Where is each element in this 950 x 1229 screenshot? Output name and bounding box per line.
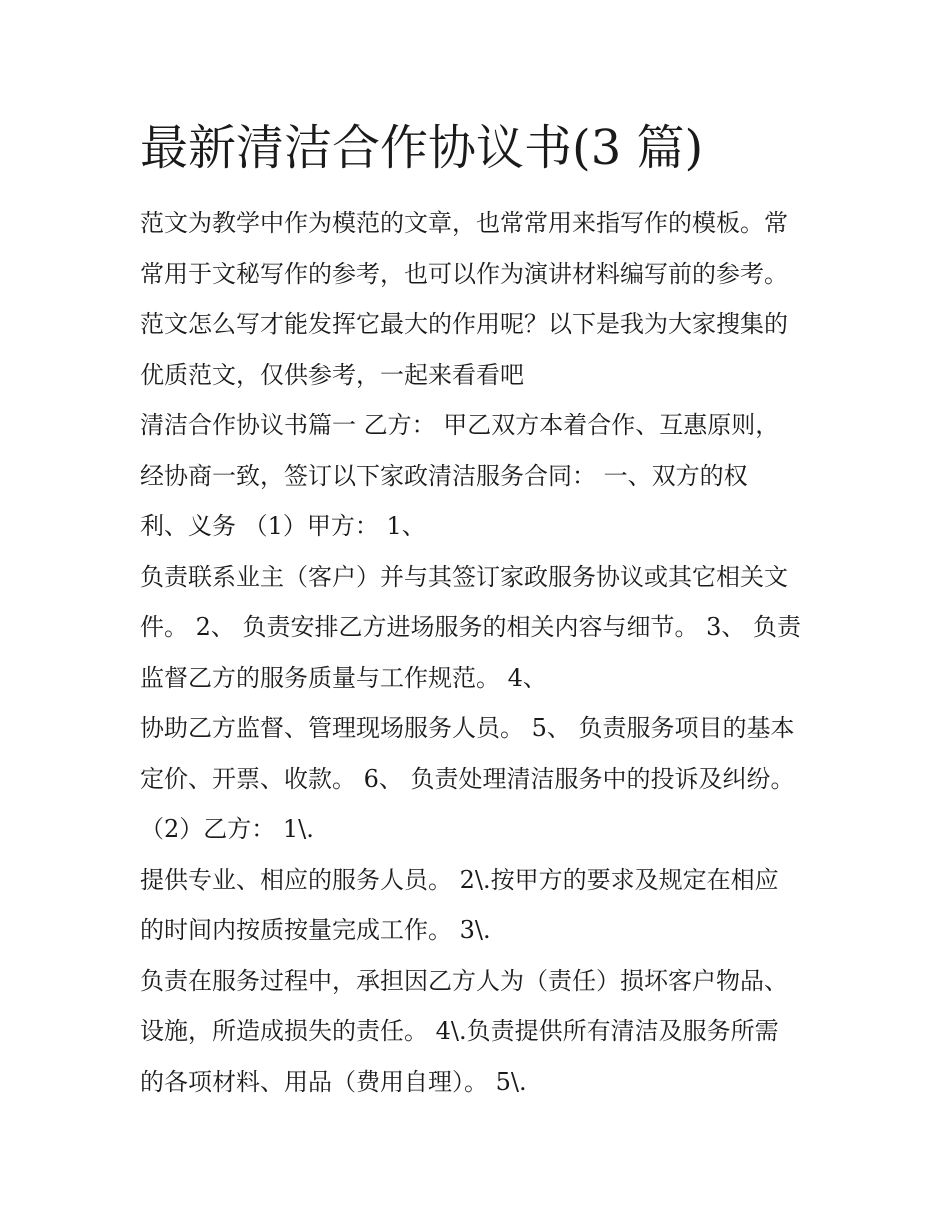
paragraph-line: 负责在服务过程中，承担因乙方人为（责任）损坏客户物品、 [140,966,788,995]
paragraph-line: 经协商一致，签订以下家政清洁服务合同： 一、双方的权 [140,461,748,490]
paragraph-line: 常用于文秘写作的参考，也可以作为演讲材料编写前的参考。 [140,259,788,288]
paragraph-line: 清洁合作协议书篇一 乙方： 甲乙双方本着合作、互惠原则， [140,411,780,439]
paragraph-line: 协助乙方监督、管理现场服务人员。 5、 负责服务项目的基本 [140,714,795,742]
paragraph-line: 定价、开票、收款。 6、 负责处理清洁服务中的投诉及纠纷。 [140,764,795,793]
paragraph-line: 范文为教学中作为模范的文章，也常常用来指写作的模板。常 [140,209,788,237]
paragraph-line: 范文怎么写才能发挥它最大的作用呢？以下是我为大家搜集的 [140,310,788,338]
paragraph-line: 优质范文，仅供参考，一起来看看吧 [140,360,524,389]
paragraph-line: 的各项材料、用品（费用自理）。 5\. [140,1067,527,1096]
paragraph-line: 提供专业、相应的服务人员。 2\.按甲方的要求及规定在相应 [140,865,779,894]
paragraph-line: 件。 2、 负责安排乙方进场服务的相关内容与细节。 3、 负责 [140,613,802,641]
paragraph-line: 负责联系业主（客户）并与其签订家政服务协议或其它相关文 [140,562,788,591]
paragraph-line: 监督乙方的服务质量与工作规范。 4、 [140,663,547,692]
document-title: 最新清洁合作协议书(3 篇) [140,120,704,176]
paragraph-line: 利、义务 （1）甲方： 1、 [140,512,426,540]
paragraph-line: 的时间内按质按量完成工作。 3\. [140,916,491,944]
document-body [140,198,830,1107]
paragraph-line: 设施，所造成损失的责任。 4\.负责提供所有清洁及服务所需 [140,1017,779,1045]
paragraph-line: （2）乙方： 1\. [140,815,314,843]
